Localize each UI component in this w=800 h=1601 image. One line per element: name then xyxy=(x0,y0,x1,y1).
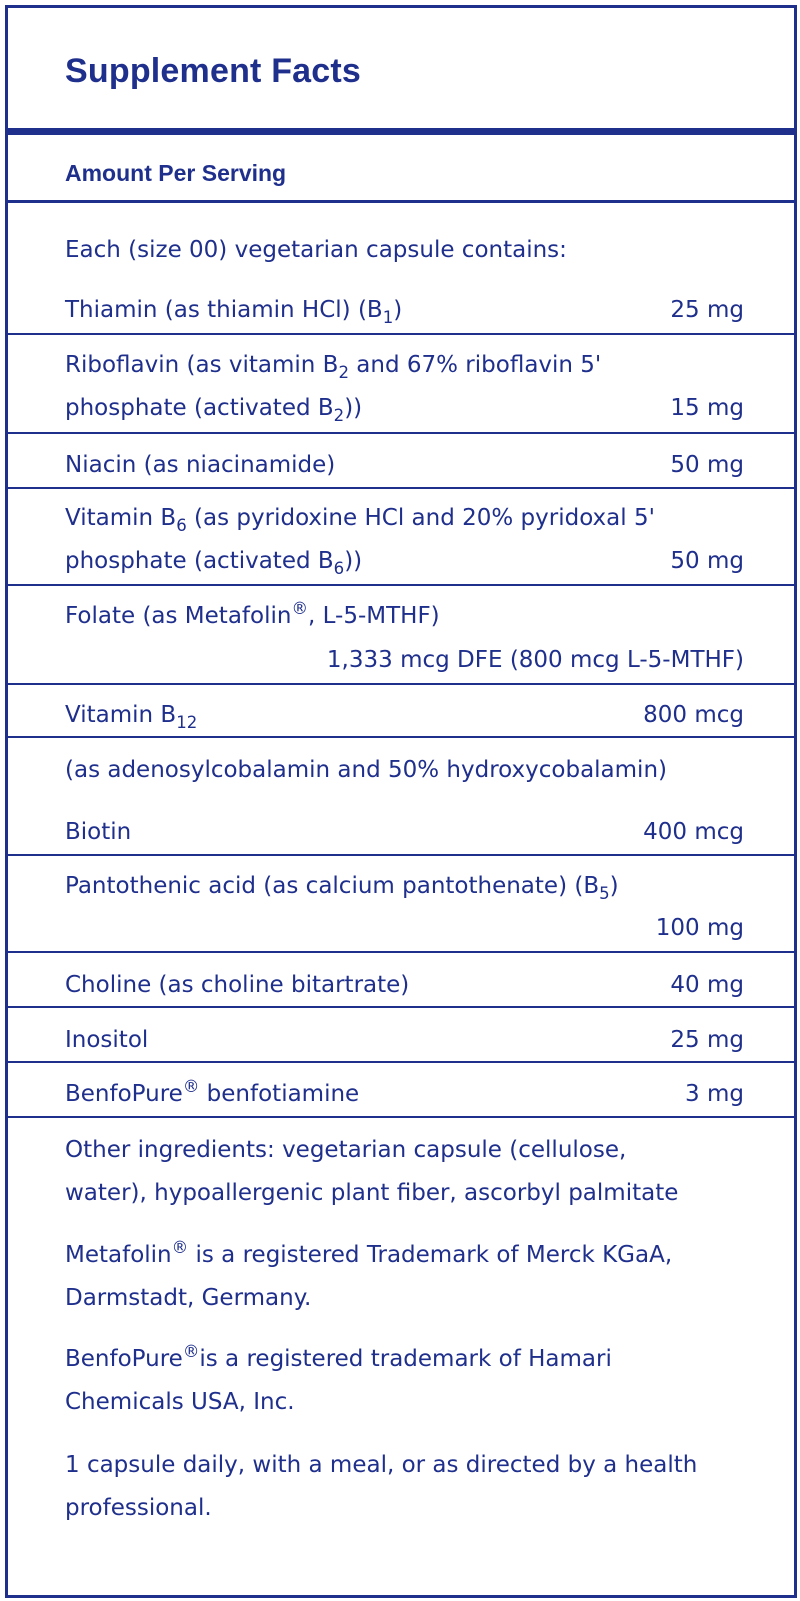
vitamin-b12-amount: 800 mcg xyxy=(643,702,744,728)
biotin-amount: 400 mcg xyxy=(643,819,744,845)
benfopure-trademark-line1: BenfoPure®is a registered trademark of Hamari xyxy=(65,1341,612,1372)
row-divider xyxy=(8,683,794,685)
row-divider xyxy=(8,584,794,586)
row-divider xyxy=(8,432,794,434)
row-divider xyxy=(8,487,794,489)
folate-label: Folate (as Metafolin®, L-5-MTHF) xyxy=(65,598,440,629)
folate-amount: 1,333 mcg DFE (800 mcg L-5-MTHF) xyxy=(326,647,744,673)
riboflavin-label-line2: phosphate (activated $B_2$)) xyxy=(65,395,363,425)
supplement-facts-panel xyxy=(5,5,797,1598)
thiamin-amount: 25 mg xyxy=(670,297,744,323)
benfopure-trademark-line2: Chemicals USA, Inc. xyxy=(65,1389,295,1415)
niacin-label: Niacin (as niacinamide) xyxy=(65,452,336,478)
row-divider xyxy=(8,854,794,856)
riboflavin-amount: 15 mg xyxy=(670,395,744,421)
pantothenic-acid-label: Pantothenic acid (as calcium pantothenate) $(B_5)$ xyxy=(65,873,619,903)
metafolin-trademark-line2: Darmstadt, Germany. xyxy=(65,1285,312,1311)
amount-per-serving-heading: Amount Per Serving xyxy=(65,160,287,186)
vitamin-b12-source-note: (as adenosylcobalamin and 50% hydroxycobalamin) xyxy=(65,757,667,783)
row-divider xyxy=(8,1061,794,1063)
inositol-label: Inositol xyxy=(65,1027,149,1053)
row-divider xyxy=(8,951,794,953)
other-ingredients-line2: water), hypoallergenic plant fiber, ascorbyl palmitate xyxy=(65,1180,679,1206)
biotin-label: Biotin xyxy=(65,819,132,845)
pantothenic-acid-amount: 100 mg xyxy=(655,915,744,941)
vitamin-b12-label: Vitamin $B_{12}$ xyxy=(65,702,198,732)
metafolin-trademark-line1: Metafolin® is a registered Trademark of Merck KGaA, xyxy=(65,1237,673,1268)
title-divider xyxy=(8,128,794,135)
row-divider xyxy=(8,333,794,335)
row-divider xyxy=(8,1116,794,1118)
row-divider xyxy=(8,1006,794,1008)
panel-title: Supplement Facts xyxy=(65,52,362,90)
benfotiamine-label: BenfoPure® benfotiamine xyxy=(65,1076,360,1107)
inositol-amount: 25 mg xyxy=(670,1027,744,1053)
vitamin-b6-amount: 50 mg xyxy=(670,548,744,574)
subhead-divider xyxy=(8,200,794,203)
riboflavin-label-line1: Riboflavin (as vitamin $B_2$ and 67% riboflavin 5' xyxy=(65,352,602,382)
thiamin-label: Thiamin (as thiamin HCl) $(B_1)$ xyxy=(65,297,403,327)
directions-line1: 1 capsule daily, with a meal, or as directed by a health xyxy=(65,1452,698,1478)
choline-label: Choline (as choline bitartrate) xyxy=(65,972,410,998)
other-ingredients-line1: Other ingredients: vegetarian capsule (cellulose, xyxy=(65,1137,627,1163)
vitamin-b6-label-line1: Vitamin $B_6$ (as pyridoxine HCl and 20% pyridoxal 5' xyxy=(65,505,655,535)
row-divider xyxy=(8,736,794,738)
intro-text: Each (size 00) vegetarian capsule contains: xyxy=(65,237,567,263)
benfotiamine-amount: 3 mg xyxy=(685,1081,744,1107)
directions-line2: professional. xyxy=(65,1495,212,1521)
choline-amount: 40 mg xyxy=(670,972,744,998)
niacin-amount: 50 mg xyxy=(670,452,744,478)
vitamin-b6-label-line2: phosphate (activated $B_6$)) xyxy=(65,548,363,578)
